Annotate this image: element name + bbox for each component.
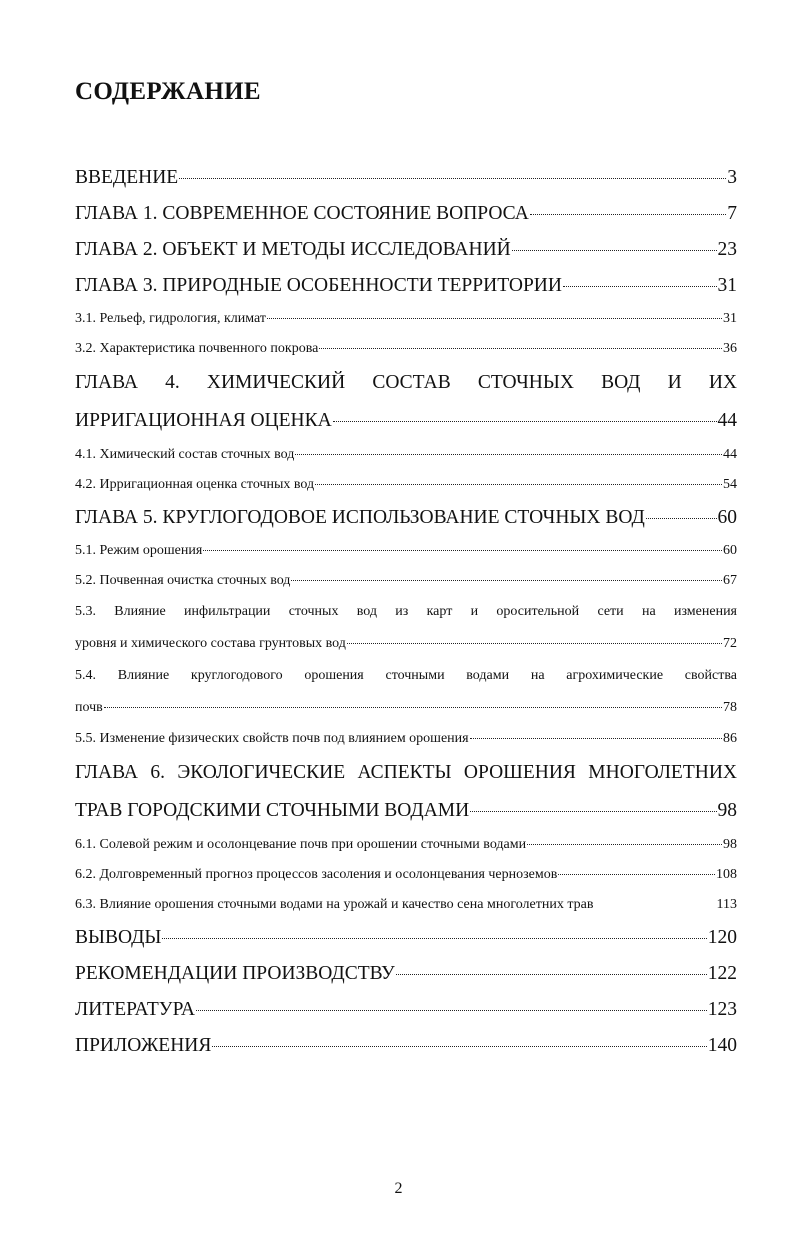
- toc-page-number: 98: [723, 837, 737, 852]
- toc-label: ВЫВОДЫ: [75, 927, 162, 948]
- toc-entry-section-5-4[interactable]: [75, 692, 737, 724]
- toc-label: 6.2. Долговременный прогноз процессов засоления и осолонцевания черноземов: [75, 867, 558, 882]
- toc-page-number: 44: [723, 447, 737, 462]
- dot-leader: [179, 178, 726, 179]
- toc-entry-chapter-6[interactable]: [75, 792, 737, 830]
- toc-entry-chapter-2[interactable]: [75, 232, 737, 268]
- toc-page-number: 78: [723, 700, 737, 715]
- toc-page-number: 60: [723, 543, 737, 558]
- toc-entry-section-5-5[interactable]: [75, 724, 737, 754]
- toc-page-number: 7: [727, 203, 737, 224]
- toc-label: ГЛАВА 1. СОВРЕМЕННОЕ СОСТОЯНИЕ ВОПРОСА: [75, 203, 529, 224]
- toc-entry-introduction[interactable]: [75, 160, 737, 196]
- toc-label: ГЛАВА 3. ПРИРОДНЫЕ ОСОБЕННОСТИ ТЕРРИТОРИИ: [75, 275, 562, 296]
- toc-label: ГЛАВА 2. ОБЪЕКТ И МЕТОДЫ ИССЛЕДОВАНИЙ: [75, 239, 511, 260]
- toc-label: 6.1. Солевой режим и осолонцевание почв при орошении сточными водами: [75, 837, 527, 852]
- toc-entry-literature[interactable]: [75, 992, 737, 1028]
- table-of-contents: [75, 160, 737, 1064]
- toc-page-number: 123: [707, 999, 737, 1020]
- toc-label: 4.2. Ирригационная оценка сточных вод: [75, 477, 315, 492]
- dot-leader: [527, 844, 722, 845]
- dot-leader: [530, 214, 726, 215]
- dot-leader: [333, 421, 717, 422]
- toc-label: почв: [75, 700, 103, 715]
- toc-entry-section-5-4-line-1[interactable]: 5.4. Влияние круглогодового орошения сточными водами на агрохимические свойства: [75, 668, 737, 683]
- toc-entry-section-5-3-line-1[interactable]: 5.3. Влияние инфильтрации сточных вод из карт и оросительной сети на изменения: [75, 604, 737, 619]
- toc-label: 3.2. Характеристика почвенного покрова: [75, 341, 319, 356]
- dot-leader: [396, 974, 707, 975]
- dot-leader: [267, 318, 722, 319]
- toc-entry-section-4-1[interactable]: [75, 440, 737, 470]
- toc-entry-section-6-3[interactable]: [75, 890, 737, 920]
- toc-label: РЕКОМЕНДАЦИИ ПРОИЗВОДСТВУ: [75, 963, 395, 984]
- dot-leader: [315, 484, 722, 485]
- toc-label: уровня и химического состава грунтовых вод: [75, 636, 346, 651]
- toc-entry-section-3-1[interactable]: [75, 304, 737, 334]
- toc-entry-chapter-4-line-1[interactable]: ГЛАВА 4. ХИМИЧЕСКИЙ СОСТАВ СТОЧНЫХ ВОД И ИХ: [75, 372, 737, 393]
- toc-page-number: 67: [723, 573, 737, 588]
- dot-leader: [470, 811, 716, 812]
- toc-page-number: 120: [707, 927, 737, 948]
- toc-label: 5.1. Режим орошения: [75, 543, 203, 558]
- dot-leader: [295, 454, 722, 455]
- toc-page-number: 60: [717, 507, 737, 528]
- toc-entry-chapter-1[interactable]: [75, 196, 737, 232]
- toc-page-number: 140: [707, 1035, 737, 1056]
- toc-entry-chapter-6-line-1[interactable]: ГЛАВА 6. ЭКОЛОГИЧЕСКИЕ АСПЕКТЫ ОРОШЕНИЯ МНОГОЛЕТНИХ: [75, 762, 737, 783]
- toc-label: 4.1. Химический состав сточных вод: [75, 447, 295, 462]
- toc-page-number: 31: [717, 275, 737, 296]
- toc-page-number: 36: [723, 341, 737, 356]
- dot-leader: [512, 250, 717, 251]
- toc-entry-section-5-1[interactable]: [75, 536, 737, 566]
- toc-page-number: 23: [717, 239, 737, 260]
- toc-entry-chapter-4[interactable]: [75, 402, 737, 440]
- dot-leader: [563, 286, 717, 287]
- toc-label: 5.5. Изменение физических свойств почв под влиянием орошения: [75, 731, 469, 746]
- toc-label: ПРИЛОЖЕНИЯ: [75, 1035, 212, 1056]
- toc-page-number: 98: [717, 800, 737, 821]
- toc-entry-appendices[interactable]: [75, 1028, 737, 1064]
- toc-page-number: 122: [707, 963, 737, 984]
- toc-entry-section-5-2[interactable]: [75, 566, 737, 596]
- dot-leader: [162, 938, 706, 939]
- dot-leader: [196, 1010, 707, 1011]
- toc-page-number: 108: [716, 867, 737, 882]
- toc-entry-section-6-2[interactable]: [75, 860, 737, 890]
- toc-entry-chapter-3[interactable]: [75, 268, 737, 304]
- toc-entry-section-5-3[interactable]: [75, 628, 737, 660]
- toc-page-number: 31: [723, 311, 737, 326]
- dot-leader: [347, 643, 722, 644]
- toc-label: 5.2. Почвенная очистка сточных вод: [75, 573, 291, 588]
- toc-entry-chapter-5[interactable]: [75, 500, 737, 536]
- footer-page-number: 2: [394, 1180, 403, 1197]
- dot-leader: [291, 580, 722, 581]
- toc-label: ВВЕДЕНИЕ: [75, 167, 179, 188]
- toc-entry-recommendations[interactable]: [75, 956, 737, 992]
- toc-page-number: 86: [723, 731, 737, 746]
- dot-leader: [470, 738, 722, 739]
- toc-entry-conclusions[interactable]: [75, 920, 737, 956]
- toc-page-number: 54: [723, 477, 737, 492]
- toc-label: ИРРИГАЦИОННАЯ ОЦЕНКА: [75, 410, 332, 431]
- toc-label: 6.3. Влияние орошения сточными водами на урожай и качество сена многолетних трав: [75, 897, 594, 912]
- toc-page-number: 3: [727, 167, 737, 188]
- dot-leader: [319, 348, 722, 349]
- toc-label: ГЛАВА 5. КРУГЛОГОДОВОЕ ИСПОЛЬЗОВАНИЕ СТОЧНЫХ ВОД: [75, 507, 645, 528]
- dot-leader: [646, 518, 717, 519]
- toc-label: ТРАВ ГОРОДСКИМИ СТОЧНЫМИ ВОДАМИ: [75, 800, 470, 821]
- dot-leader: [558, 874, 715, 875]
- toc-label: 3.1. Рельеф, гидрология, климат: [75, 311, 266, 326]
- toc-page-number: 72: [723, 636, 737, 651]
- dot-leader: [104, 707, 722, 708]
- dot-leader: [203, 550, 722, 551]
- page-title: СОДЕРЖАНИЕ: [75, 78, 261, 105]
- toc-page-number: 113: [716, 897, 737, 912]
- toc-page-number: 44: [717, 410, 737, 431]
- toc-entry-section-6-1[interactable]: [75, 830, 737, 860]
- toc-entry-section-3-2[interactable]: [75, 334, 737, 364]
- toc-entry-section-4-2[interactable]: [75, 470, 737, 500]
- dot-leader: [212, 1046, 706, 1047]
- toc-label: ЛИТЕРАТУРА: [75, 999, 195, 1020]
